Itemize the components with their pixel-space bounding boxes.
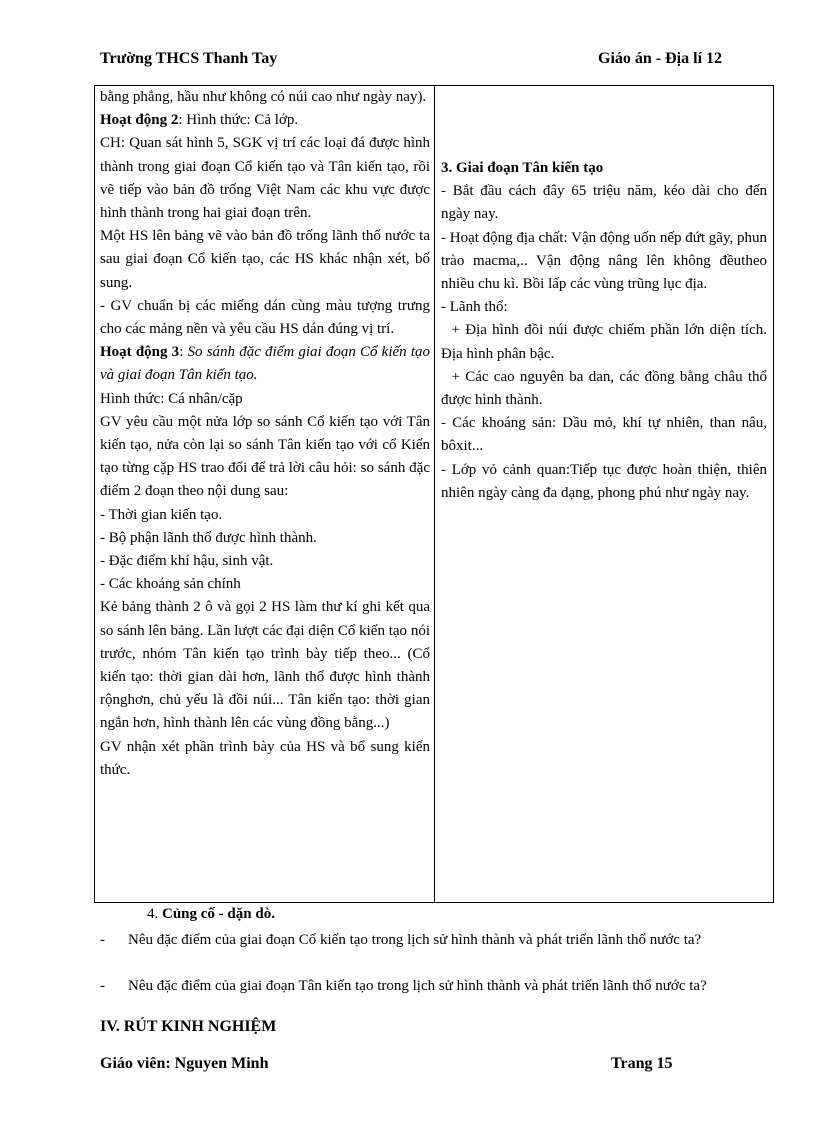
lesson-table [94, 85, 774, 903]
text-run: - Hoạt động địa chất: Vận động uốn nếp đứt gãy, phun trào macma,.. Vận động nâng lên không đềutheo nhiều chu kì. Bồi lấp các vùng trũng lục địa. [441, 229, 771, 293]
table-paragraph [100, 132, 434, 225]
section-experience-heading: IV. RÚT KINH NGHIỆM [100, 1018, 277, 1035]
table-paragraph [100, 573, 430, 596]
text-run: : Hình thức: Cả lớp. [178, 112, 299, 129]
text-run: GV yêu cầu một nửa lớp so sánh Cổ kiến tạo với Tân kiến tạo, nửa còn lại so sánh Tân kiến tạo với cổ Kiến tạo từng cặp HS trao đổi để trả lời câu hỏi: so sánh đặc điểm 2 đoạn theo nội dung sau: [100, 413, 434, 500]
footer-teacher: Giáo viên: Nguyen Minh [100, 1055, 269, 1072]
table-paragraph [100, 341, 434, 387]
table-paragraph [441, 366, 771, 412]
text-run: So sánh đặc điểm giai đoạn Cổ kiến tạo và giai đoạn Tân kiến tạo. [100, 344, 434, 384]
text-run: - Các khoáng sản chính [100, 576, 241, 593]
text-run: - GV chuẩn bị các miếng dán cùng màu tượng trưng cho các mảng nền và yêu cầu HS dán đúng vị trí. [100, 297, 434, 338]
table-paragraph [100, 109, 430, 132]
text-run: - Thời gian kiến tạo. [100, 506, 223, 523]
section-4-number: 4. [147, 906, 159, 922]
text-run: - Bắt đầu cách đây 65 triệu năm, kéo dài cho đến ngày nay. [441, 183, 771, 223]
text-run: Hình thức: Cá nhân/cặp [100, 390, 243, 407]
table-paragraph [441, 412, 771, 458]
table-paragraph [441, 319, 771, 365]
table-paragraph [100, 86, 430, 109]
table-paragraph [100, 527, 430, 550]
text-run: bằng phẳng, hầu như không có núi cao như ngày nay). [100, 89, 427, 105]
review-question: Nêu đặc điểm của giai đoạn Tân kiến tạo trong lịch sử hình thành và phát triển lãnh thổ nước ta? [128, 978, 707, 994]
table-paragraph [100, 225, 434, 295]
table-paragraph [100, 411, 434, 504]
footer-page-number: Trang 15 [611, 1055, 673, 1072]
text-run: - Bộ phận lãnh thổ được hình thành. [100, 529, 317, 546]
text-run: Hoạt động 3 [100, 344, 180, 361]
header-school: Trường THCS Thanh Tay [100, 50, 278, 67]
question-dash: - [100, 978, 105, 994]
table-paragraph [441, 157, 767, 180]
table-paragraph [441, 459, 771, 505]
text-run: CH: Quan sát hình 5, SGK vị trí các loại đá được hình thành trong giai đoạn Cổ kiến tạo và Tân kiến tạo, rồi vẽ tiếp vào bản đồ trống Việt Nam các khu vực được hình thành trong hai giai đoạn trên. [100, 135, 434, 222]
text-run: - Lãnh thổ: [441, 299, 508, 316]
text-run: Một HS lên bảng vẽ vào bản đồ trống lãnh thổ nước ta sau giai đoạn Cổ kiến tạo, các HS khác nhận xét, bổ sung. [100, 228, 434, 291]
table-column-divider [434, 86, 435, 902]
table-paragraph [441, 296, 767, 319]
table-paragraph [441, 227, 771, 297]
section-4-heading [147, 906, 275, 923]
content-column [441, 157, 771, 505]
text-run: - Các khoáng sản: Dầu mỏ, khí tự nhiên, than nâu, bôxit... [441, 415, 771, 455]
activities-column [100, 86, 434, 782]
text-run: Hoạt động 2 [100, 112, 179, 129]
text-run: 3. Giai đoạn Tân kiến tạo [441, 160, 604, 176]
section-4-title: Củng cố - dặn dò. [162, 906, 275, 922]
table-paragraph [441, 180, 771, 226]
table-paragraph [100, 736, 434, 782]
table-paragraph [100, 550, 430, 573]
text-run: - Lớp vỏ cảnh quan:Tiếp tục được hoàn thiện, thiên nhiên ngày càng đa dạng, phong phú như ngày nay. [441, 461, 771, 501]
text-run: : [179, 344, 188, 361]
header-subject: Giáo án - Địa lí 12 [598, 50, 723, 67]
text-run: - Đặc điểm khí hậu, sinh vật. [100, 553, 274, 570]
question-dash: - [100, 932, 105, 948]
table-paragraph [100, 504, 430, 527]
table-paragraph [100, 596, 434, 735]
text-run: + Địa hình đồi núi được chiếm phần lớn diện tích. Địa hình phân bậc. [441, 322, 771, 362]
table-paragraph [100, 388, 430, 411]
text-run: Kẻ bảng thành 2 ô và gọi 2 HS làm thư kí ghi kết qua so sánh lên bảng. Lần lượt các đại diện Cổ kiến tạo nói trước, nhóm Tân kiến tạo trình bày tiếp theo... (Cổ kiến tạo: thời gian dài hơn, lãnh thổ được hình thành rộnghơn, chủ yếu là đồi núi... Tân kiến tạo: thời gian ngắn hơn, hình thành lên các vùng đồng bằng...) [100, 599, 434, 732]
table-paragraph [100, 295, 434, 341]
review-question: Nêu đặc điểm của giai đoạn Cổ kiến tạo trong lịch sử hình thành và phát triển lãnh thổ nước ta? [128, 932, 702, 948]
text-run: GV nhận xét phần trình bày của HS và bổ sung kiến thức. [100, 738, 434, 778]
text-run: + Các cao nguyên ba dan, các đồng bằng châu thổ được hình thành. [441, 368, 771, 409]
